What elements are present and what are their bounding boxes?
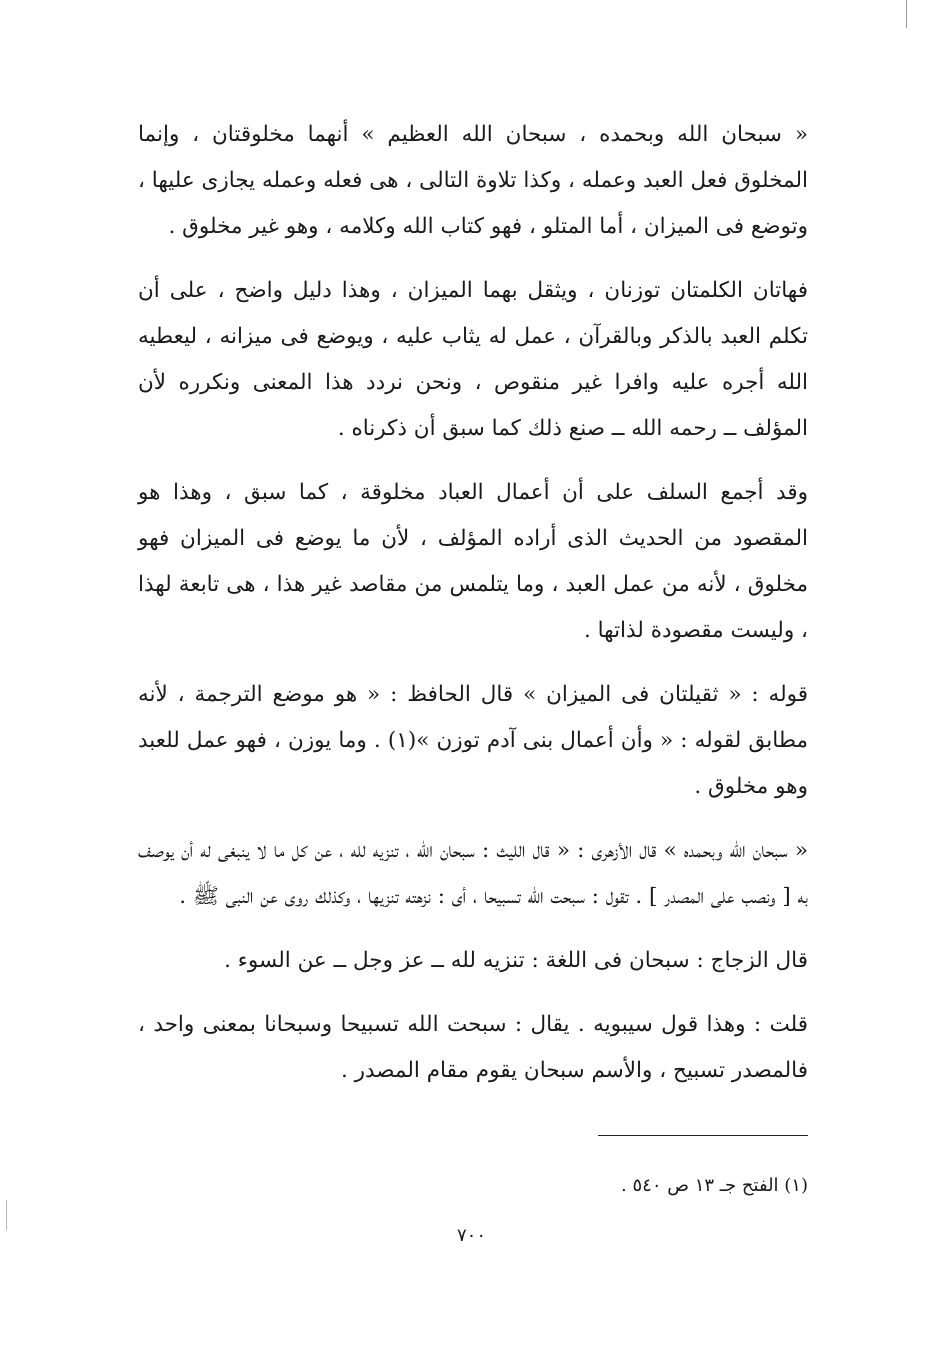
footnote-divider — [598, 1135, 808, 1136]
paragraph-5: « سبحان الله وبحمده » قال الأزهرى : « قال الليث : سبحان الله ، تنزيه لله ، عن كل ما لا ينبغى له أن يوصف به [ ونصب على المصدر ] . تقول : سبحت الله تسبيحا ، أى : نزهته تنزيها ، وكذلك روى عن النبى ﷺ . — [138, 838, 808, 909]
paragraph-7: قلت : وهذا قول سيبويه . يقال : سبحت الله تسبيحا وسبحانا بمعنى واحد ، فالمصدر تسبيح ، والأسم سبحان يقوم مقام المصدر . — [138, 1012, 808, 1083]
paragraph-2: فهاتان الكلمتان توزنان ، ويثقل بهما الميزان ، وهذا دليل واضح ، على أن تكلم العبد بالذكر وبالقرآن ، عمل له يثاب عليه ، ويوضع فى ميزانه ، ليعطيه الله أجره عليه وافرا غير منقوص ، ونحن نردد هذا المعنى ونكرره لأن المؤلف ــ رحمه الله ــ صنع ذلك كما سبق أن ذكرناه . — [138, 278, 808, 441]
paragraph-6: قال الزجاج : سبحان فى اللغة : تنزيه لله ــ عز وجل ــ عن السوء . — [224, 948, 808, 973]
scan-edge-mark — [906, 0, 907, 28]
paragraph-4: قوله : « ثقيلتان فى الميزان » قال الحافظ : « هو موضع الترجمة ، لأنه مطابق لقوله : « وأن أعمال بنى آدم توزن »(١) . وما يوزن ، فهو عمل للعبد وهو مخلوق . — [138, 682, 808, 799]
paragraph-3: وقد أجمع السلف على أن أعمال العباد مخلوقة ، كما سبق ، وهذا هو المقصود من الحديث الذى أراده المؤلف ، لأن ما يوضع فى الميزان فهو مخلوق ، لأنه من عمل العبد ، وما يتلمس من مقاصد غير هذا ، هى تابعة لهذا ، وليست مقصودة لذاتها . — [138, 480, 808, 643]
paragraph-1: « سبحان الله وبحمده ، سبحان الله العظيم » أنهما مخلوقتان ، وإنما المخلوق فعل العبد وعمله ، وكذا تلاوة التالى ، هى فعله وعمله يجازى عليها ، وتوضع فى الميزان ، أما المتلو ، فهو كتاب الله وكلامه ، وهو غير مخلوق . — [138, 122, 808, 239]
page-number: ٧٠٠ — [456, 1225, 486, 1246]
footnote: (١) الفتح جـ ١٣ ص ٥٤٠ . — [621, 1175, 808, 1196]
main-text — [138, 112, 808, 1112]
